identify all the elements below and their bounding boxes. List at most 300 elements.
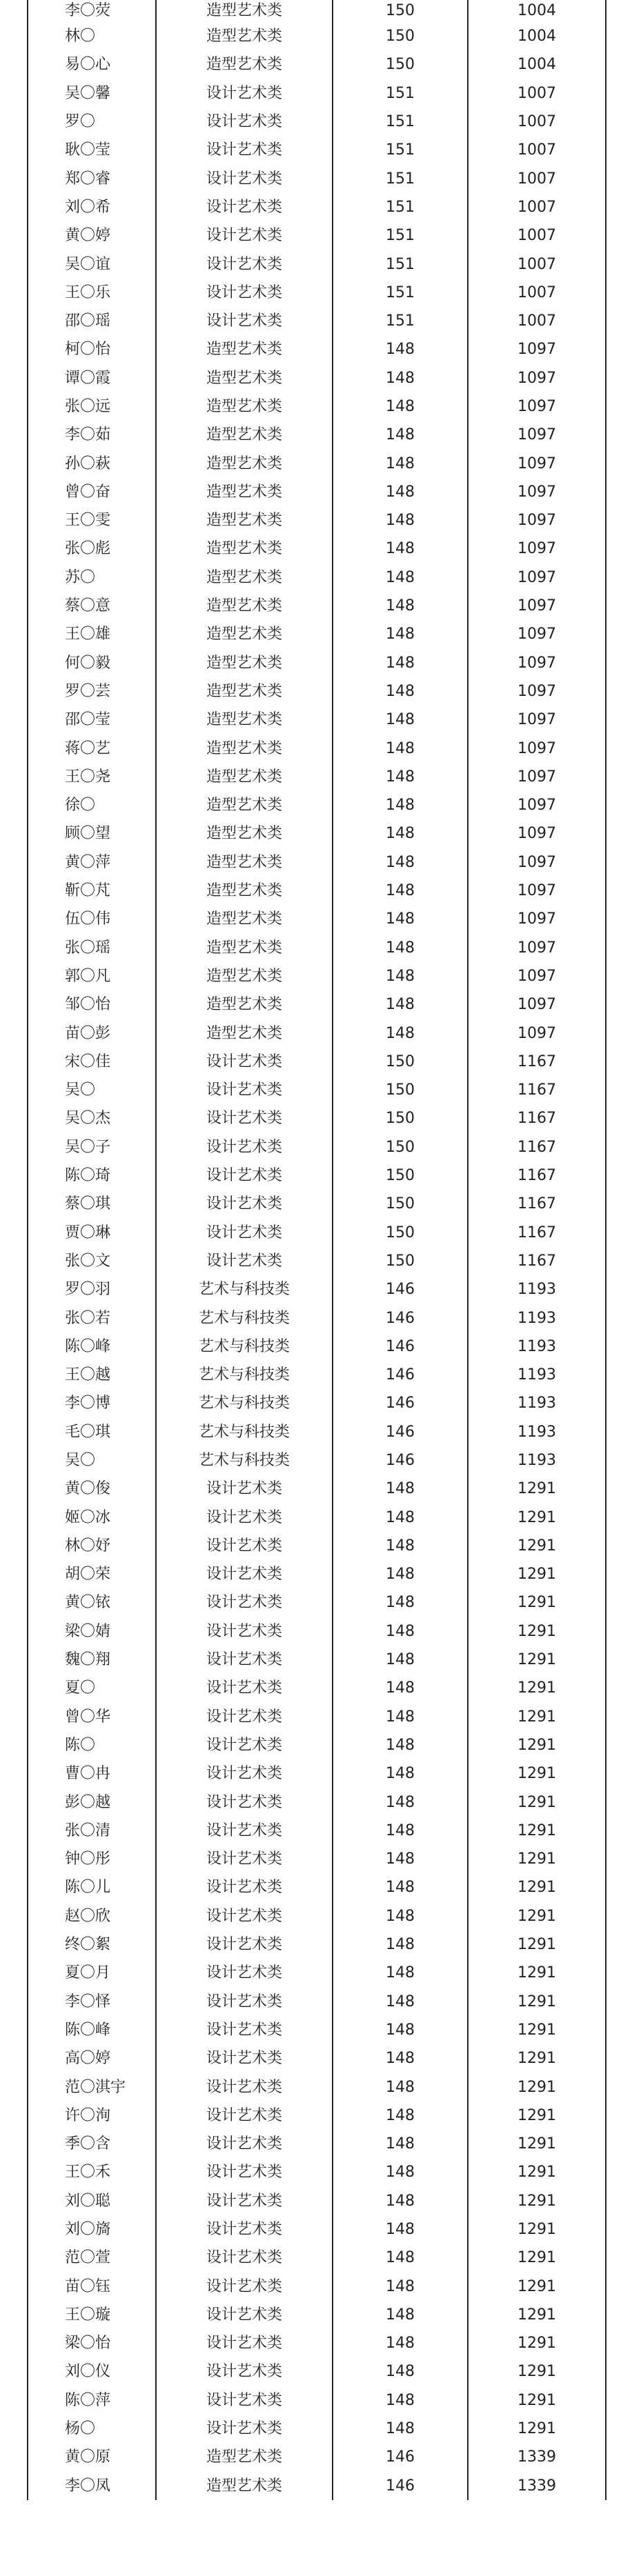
category-cell: 造型艺术类 xyxy=(156,535,333,563)
category-cell: 设计艺术类 xyxy=(156,250,333,278)
name-cell: 王〇尧 xyxy=(28,763,156,791)
category-cell: 设计艺术类 xyxy=(156,221,333,250)
category-cell: 设计艺术类 xyxy=(156,1731,333,1759)
score-cell: 148 xyxy=(333,2244,468,2272)
name-cell: 顾〇望 xyxy=(28,819,156,848)
table-row xyxy=(28,250,606,278)
name-cell: 林〇 xyxy=(28,22,156,50)
name-cell: 吴〇馨 xyxy=(28,79,156,108)
rank-cell: 1097 xyxy=(468,649,606,677)
score-cell: 148 xyxy=(333,1019,468,1047)
rank-cell: 1291 xyxy=(468,2044,606,2073)
score-cell: 151 xyxy=(333,79,468,108)
category-cell: 造型艺术类 xyxy=(156,506,333,535)
score-cell: 150 xyxy=(333,1218,468,1246)
table-row xyxy=(28,2130,606,2158)
category-cell: 设计艺术类 xyxy=(156,164,333,192)
name-cell: 终〇絮 xyxy=(28,1930,156,1959)
category-cell: 设计艺术类 xyxy=(156,1817,333,1845)
name-cell: 王〇禾 xyxy=(28,2158,156,2186)
rank-cell: 1193 xyxy=(468,1332,606,1361)
score-cell: 148 xyxy=(333,934,468,962)
category-cell: 设计艺术类 xyxy=(156,307,333,335)
score-cell: 150 xyxy=(333,50,468,79)
rank-cell: 1007 xyxy=(468,164,606,192)
score-cell: 150 xyxy=(333,1133,468,1161)
name-cell: 赵〇欣 xyxy=(28,1902,156,1930)
rank-cell: 1097 xyxy=(468,506,606,535)
rank-cell: 1097 xyxy=(468,990,606,1019)
name-cell: 夏〇月 xyxy=(28,1959,156,1987)
table-row xyxy=(28,193,606,221)
rank-cell: 1291 xyxy=(468,1588,606,1617)
rank-cell: 1291 xyxy=(468,2101,606,2130)
name-cell: 王〇雯 xyxy=(28,506,156,535)
score-cell: 146 xyxy=(333,1446,468,1475)
score-cell: 148 xyxy=(333,1930,468,1959)
table-row xyxy=(28,905,606,933)
table-row xyxy=(28,1418,606,1446)
rank-cell: 1291 xyxy=(468,2244,606,2272)
table-row xyxy=(28,164,606,192)
name-cell: 李〇荧 xyxy=(28,0,156,22)
score-cell: 148 xyxy=(333,763,468,791)
score-cell: 148 xyxy=(333,335,468,363)
score-cell: 148 xyxy=(333,1674,468,1702)
category-cell: 造型艺术类 xyxy=(156,877,333,905)
table-row xyxy=(28,1987,606,2015)
table-row xyxy=(28,2187,606,2215)
rank-cell: 1291 xyxy=(468,1987,606,2015)
name-cell: 黄〇萍 xyxy=(28,848,156,877)
name-cell: 陈〇琦 xyxy=(28,1161,156,1190)
category-cell: 造型艺术类 xyxy=(156,791,333,819)
table-row xyxy=(28,108,606,136)
name-cell: 郑〇睿 xyxy=(28,164,156,192)
rank-cell: 1193 xyxy=(468,1389,606,1417)
score-cell: 148 xyxy=(333,535,468,563)
name-cell: 张〇瑶 xyxy=(28,934,156,962)
name-cell: 邵〇莹 xyxy=(28,706,156,734)
category-cell: 造型艺术类 xyxy=(156,620,333,648)
rank-cell: 1167 xyxy=(468,1048,606,1076)
score-cell: 150 xyxy=(333,1076,468,1104)
rank-cell: 1193 xyxy=(468,1304,606,1332)
rank-cell: 1291 xyxy=(468,1731,606,1759)
score-cell: 148 xyxy=(333,734,468,762)
rank-cell: 1167 xyxy=(468,1247,606,1275)
rank-cell: 1291 xyxy=(468,2073,606,2101)
score-cell: 148 xyxy=(333,1532,468,1560)
name-cell: 黄〇俊 xyxy=(28,1475,156,1503)
rank-cell: 1167 xyxy=(468,1161,606,1190)
category-cell: 设计艺术类 xyxy=(156,2301,333,2329)
table-row xyxy=(28,2215,606,2244)
rank-cell: 1291 xyxy=(468,2272,606,2300)
category-cell: 设计艺术类 xyxy=(156,2130,333,2158)
category-cell: 艺术与科技类 xyxy=(156,1446,333,1475)
name-cell: 罗〇 xyxy=(28,108,156,136)
rank-cell: 1007 xyxy=(468,108,606,136)
table-row xyxy=(28,2357,606,2386)
score-cell: 148 xyxy=(333,2272,468,2300)
category-cell: 造型艺术类 xyxy=(156,364,333,392)
category-cell: 设计艺术类 xyxy=(156,1532,333,1560)
name-cell: 蔡〇琪 xyxy=(28,1190,156,1218)
rank-cell: 1007 xyxy=(468,221,606,250)
category-cell: 设计艺术类 xyxy=(156,108,333,136)
table-row xyxy=(28,1104,606,1132)
score-cell: 148 xyxy=(333,819,468,848)
name-cell: 王〇雄 xyxy=(28,620,156,648)
rank-cell: 1097 xyxy=(468,848,606,877)
table-row xyxy=(28,1902,606,1930)
rank-cell: 1291 xyxy=(468,2415,606,2443)
table-row xyxy=(28,962,606,990)
category-cell: 艺术与科技类 xyxy=(156,1361,333,1389)
name-cell: 郭〇凡 xyxy=(28,962,156,990)
name-cell: 吴〇 xyxy=(28,1076,156,1104)
score-cell: 148 xyxy=(333,1646,468,1674)
score-cell: 148 xyxy=(333,2158,468,2186)
name-cell: 李〇凤 xyxy=(28,2472,156,2500)
results-table xyxy=(27,0,607,2500)
score-cell: 148 xyxy=(333,1987,468,2015)
name-cell: 王〇璇 xyxy=(28,2301,156,2329)
score-cell: 148 xyxy=(333,1902,468,1930)
results-table-container xyxy=(27,0,605,2576)
name-cell: 邵〇瑶 xyxy=(28,307,156,335)
category-cell: 艺术与科技类 xyxy=(156,1418,333,1446)
rank-cell: 1291 xyxy=(468,1930,606,1959)
table-row xyxy=(28,0,606,22)
category-cell: 设计艺术类 xyxy=(156,1190,333,1218)
rank-cell: 1291 xyxy=(468,1788,606,1816)
score-cell: 148 xyxy=(333,2215,468,2244)
category-cell: 造型艺术类 xyxy=(156,649,333,677)
category-cell: 设计艺术类 xyxy=(156,1104,333,1132)
score-cell: 148 xyxy=(333,478,468,506)
score-cell: 148 xyxy=(333,1959,468,1987)
category-cell: 设计艺术类 xyxy=(156,2158,333,2186)
table-row xyxy=(28,364,606,392)
table-row xyxy=(28,22,606,50)
score-cell: 151 xyxy=(333,279,468,307)
name-cell: 柯〇怡 xyxy=(28,335,156,363)
category-cell: 设计艺术类 xyxy=(156,2101,333,2130)
table-row xyxy=(28,1873,606,1901)
rank-cell: 1097 xyxy=(468,734,606,762)
table-row xyxy=(28,2244,606,2272)
category-cell: 设计艺术类 xyxy=(156,1845,333,1873)
category-cell: 设计艺术类 xyxy=(156,136,333,164)
category-cell: 设计艺术类 xyxy=(156,2044,333,2073)
name-cell: 邹〇怡 xyxy=(28,990,156,1019)
name-cell: 曹〇冉 xyxy=(28,1759,156,1788)
category-cell: 设计艺术类 xyxy=(156,2329,333,2357)
category-cell: 造型艺术类 xyxy=(156,2472,333,2500)
name-cell: 李〇茹 xyxy=(28,421,156,449)
category-cell: 造型艺术类 xyxy=(156,848,333,877)
category-cell: 造型艺术类 xyxy=(156,962,333,990)
rank-cell: 1097 xyxy=(468,819,606,848)
rank-cell: 1097 xyxy=(468,449,606,477)
score-cell: 148 xyxy=(333,2016,468,2044)
category-cell: 造型艺术类 xyxy=(156,478,333,506)
rank-cell: 1097 xyxy=(468,934,606,962)
rank-cell: 1004 xyxy=(468,50,606,79)
score-cell: 148 xyxy=(333,2415,468,2443)
score-cell: 148 xyxy=(333,1788,468,1816)
score-cell: 146 xyxy=(333,1275,468,1304)
name-cell: 李〇怿 xyxy=(28,1987,156,2015)
category-cell: 造型艺术类 xyxy=(156,905,333,933)
score-cell: 148 xyxy=(333,1588,468,1617)
name-cell: 李〇博 xyxy=(28,1389,156,1417)
score-cell: 150 xyxy=(333,0,468,22)
rank-cell: 1291 xyxy=(468,1646,606,1674)
name-cell: 张〇文 xyxy=(28,1247,156,1275)
table-row xyxy=(28,1646,606,1674)
name-cell: 易〇心 xyxy=(28,50,156,79)
category-cell: 艺术与科技类 xyxy=(156,1389,333,1417)
name-cell: 魏〇翔 xyxy=(28,1646,156,1674)
score-cell: 151 xyxy=(333,307,468,335)
score-cell: 148 xyxy=(333,905,468,933)
category-cell: 艺术与科技类 xyxy=(156,1332,333,1361)
rank-cell: 1004 xyxy=(468,22,606,50)
table-row xyxy=(28,620,606,648)
rank-cell: 1097 xyxy=(468,1019,606,1047)
name-cell: 毛〇琪 xyxy=(28,1418,156,1446)
score-cell: 148 xyxy=(333,1560,468,1588)
rank-cell: 1097 xyxy=(468,535,606,563)
category-cell: 造型艺术类 xyxy=(156,0,333,22)
name-cell: 黄〇原 xyxy=(28,2443,156,2471)
name-cell: 范〇萱 xyxy=(28,2244,156,2272)
table-row xyxy=(28,1304,606,1332)
name-cell: 许〇洵 xyxy=(28,2101,156,2130)
rank-cell: 1291 xyxy=(468,2357,606,2386)
category-cell: 设计艺术类 xyxy=(156,2016,333,2044)
rank-cell: 1097 xyxy=(468,592,606,620)
table-row xyxy=(28,1218,606,1246)
rank-cell: 1291 xyxy=(468,1902,606,1930)
rank-cell: 1291 xyxy=(468,1560,606,1588)
name-cell: 贾〇琳 xyxy=(28,1218,156,1246)
table-row xyxy=(28,1759,606,1788)
score-cell: 150 xyxy=(333,1247,468,1275)
rank-cell: 1291 xyxy=(468,1503,606,1531)
name-cell: 曾〇华 xyxy=(28,1703,156,1731)
table-row xyxy=(28,1532,606,1560)
category-cell: 设计艺术类 xyxy=(156,2215,333,2244)
name-cell: 谭〇霞 xyxy=(28,364,156,392)
rank-cell: 1291 xyxy=(468,1817,606,1845)
name-cell: 苗〇钰 xyxy=(28,2272,156,2300)
rank-cell: 1291 xyxy=(468,2130,606,2158)
rank-cell: 1097 xyxy=(468,563,606,592)
name-cell: 孙〇萩 xyxy=(28,449,156,477)
score-cell: 151 xyxy=(333,221,468,250)
category-cell: 造型艺术类 xyxy=(156,1019,333,1047)
name-cell: 张〇若 xyxy=(28,1304,156,1332)
category-cell: 造型艺术类 xyxy=(156,421,333,449)
score-cell: 146 xyxy=(333,1418,468,1446)
category-cell: 艺术与科技类 xyxy=(156,1275,333,1304)
score-cell: 148 xyxy=(333,706,468,734)
table-row xyxy=(28,478,606,506)
rank-cell: 1097 xyxy=(468,706,606,734)
rank-cell: 1193 xyxy=(468,1418,606,1446)
table-row xyxy=(28,1190,606,1218)
score-cell: 151 xyxy=(333,108,468,136)
name-cell: 林〇妤 xyxy=(28,1532,156,1560)
table-row xyxy=(28,2044,606,2073)
table-row xyxy=(28,1674,606,1702)
table-row xyxy=(28,2386,606,2415)
name-cell: 罗〇羽 xyxy=(28,1275,156,1304)
table-row xyxy=(28,2472,606,2500)
name-cell: 陈〇 xyxy=(28,1731,156,1759)
score-cell: 148 xyxy=(333,877,468,905)
rank-cell: 1339 xyxy=(468,2472,606,2500)
category-cell: 设计艺术类 xyxy=(156,1674,333,1702)
category-cell: 设计艺术类 xyxy=(156,1873,333,1901)
category-cell: 设计艺术类 xyxy=(156,1703,333,1731)
category-cell: 造型艺术类 xyxy=(156,22,333,50)
rank-cell: 1097 xyxy=(468,905,606,933)
results-table-body xyxy=(28,0,606,2500)
table-row xyxy=(28,50,606,79)
table-row xyxy=(28,563,606,592)
table-row xyxy=(28,392,606,421)
rank-cell: 1097 xyxy=(468,478,606,506)
name-cell: 苗〇彭 xyxy=(28,1019,156,1047)
score-cell: 148 xyxy=(333,990,468,1019)
table-row xyxy=(28,1161,606,1190)
table-row xyxy=(28,535,606,563)
score-cell: 146 xyxy=(333,1361,468,1389)
score-cell: 146 xyxy=(333,1389,468,1417)
score-cell: 148 xyxy=(333,1503,468,1531)
name-cell: 宋〇佳 xyxy=(28,1048,156,1076)
table-row xyxy=(28,1332,606,1361)
name-cell: 陈〇儿 xyxy=(28,1873,156,1901)
rank-cell: 1193 xyxy=(468,1275,606,1304)
name-cell: 黄〇铱 xyxy=(28,1588,156,1617)
category-cell: 设计艺术类 xyxy=(156,1076,333,1104)
score-cell: 148 xyxy=(333,2329,468,2357)
category-cell: 设计艺术类 xyxy=(156,1560,333,1588)
rank-cell: 1097 xyxy=(468,421,606,449)
category-cell: 造型艺术类 xyxy=(156,2443,333,2471)
table-row xyxy=(28,649,606,677)
score-cell: 151 xyxy=(333,193,468,221)
table-row xyxy=(28,1817,606,1845)
table-row xyxy=(28,791,606,819)
score-cell: 148 xyxy=(333,2130,468,2158)
table-row xyxy=(28,2073,606,2101)
table-row xyxy=(28,1019,606,1047)
category-cell: 设计艺术类 xyxy=(156,2272,333,2300)
rank-cell: 1291 xyxy=(468,2386,606,2415)
score-cell: 150 xyxy=(333,1190,468,1218)
name-cell: 吴〇杰 xyxy=(28,1104,156,1132)
name-cell: 蔡〇意 xyxy=(28,592,156,620)
table-row xyxy=(28,1076,606,1104)
table-row xyxy=(28,2016,606,2044)
score-cell: 148 xyxy=(333,592,468,620)
score-cell: 148 xyxy=(333,1475,468,1503)
score-cell: 148 xyxy=(333,2386,468,2415)
table-row xyxy=(28,1389,606,1417)
table-row xyxy=(28,1959,606,1987)
score-cell: 146 xyxy=(333,1304,468,1332)
table-row xyxy=(28,449,606,477)
table-row xyxy=(28,1930,606,1959)
category-cell: 设计艺术类 xyxy=(156,1959,333,1987)
category-cell: 造型艺术类 xyxy=(156,563,333,592)
rank-cell: 1291 xyxy=(468,2215,606,2244)
table-row xyxy=(28,1503,606,1531)
table-row xyxy=(28,848,606,877)
category-cell: 造型艺术类 xyxy=(156,734,333,762)
rank-cell: 1097 xyxy=(468,677,606,706)
name-cell: 吴〇谊 xyxy=(28,250,156,278)
category-cell: 造型艺术类 xyxy=(156,706,333,734)
rank-cell: 1291 xyxy=(468,1617,606,1646)
name-cell: 梁〇婧 xyxy=(28,1617,156,1646)
category-cell: 设计艺术类 xyxy=(156,1987,333,2015)
name-cell: 苏〇 xyxy=(28,563,156,592)
score-cell: 148 xyxy=(333,1817,468,1845)
rank-cell: 1007 xyxy=(468,136,606,164)
name-cell: 季〇含 xyxy=(28,2130,156,2158)
score-cell: 148 xyxy=(333,649,468,677)
rank-cell: 1007 xyxy=(468,193,606,221)
name-cell: 高〇婷 xyxy=(28,2044,156,2073)
category-cell: 造型艺术类 xyxy=(156,677,333,706)
score-cell: 148 xyxy=(333,1731,468,1759)
category-cell: 设计艺术类 xyxy=(156,1588,333,1617)
table-row xyxy=(28,2443,606,2471)
score-cell: 146 xyxy=(333,1332,468,1361)
name-cell: 夏〇 xyxy=(28,1674,156,1702)
category-cell: 造型艺术类 xyxy=(156,50,333,79)
name-cell: 刘〇仪 xyxy=(28,2357,156,2386)
rank-cell: 1291 xyxy=(468,2329,606,2357)
score-cell: 151 xyxy=(333,136,468,164)
table-row xyxy=(28,2272,606,2300)
table-row xyxy=(28,877,606,905)
score-cell: 150 xyxy=(333,1048,468,1076)
table-row xyxy=(28,1588,606,1617)
name-cell: 罗〇芸 xyxy=(28,677,156,706)
category-cell: 设计艺术类 xyxy=(156,2415,333,2443)
score-cell: 150 xyxy=(333,1161,468,1190)
table-row xyxy=(28,763,606,791)
score-cell: 148 xyxy=(333,364,468,392)
name-cell: 刘〇聪 xyxy=(28,2187,156,2215)
table-row xyxy=(28,1560,606,1588)
name-cell: 彭〇越 xyxy=(28,1788,156,1816)
rank-cell: 1167 xyxy=(468,1104,606,1132)
category-cell: 设计艺术类 xyxy=(156,1133,333,1161)
table-row xyxy=(28,335,606,363)
rank-cell: 1007 xyxy=(468,307,606,335)
score-cell: 148 xyxy=(333,1759,468,1788)
